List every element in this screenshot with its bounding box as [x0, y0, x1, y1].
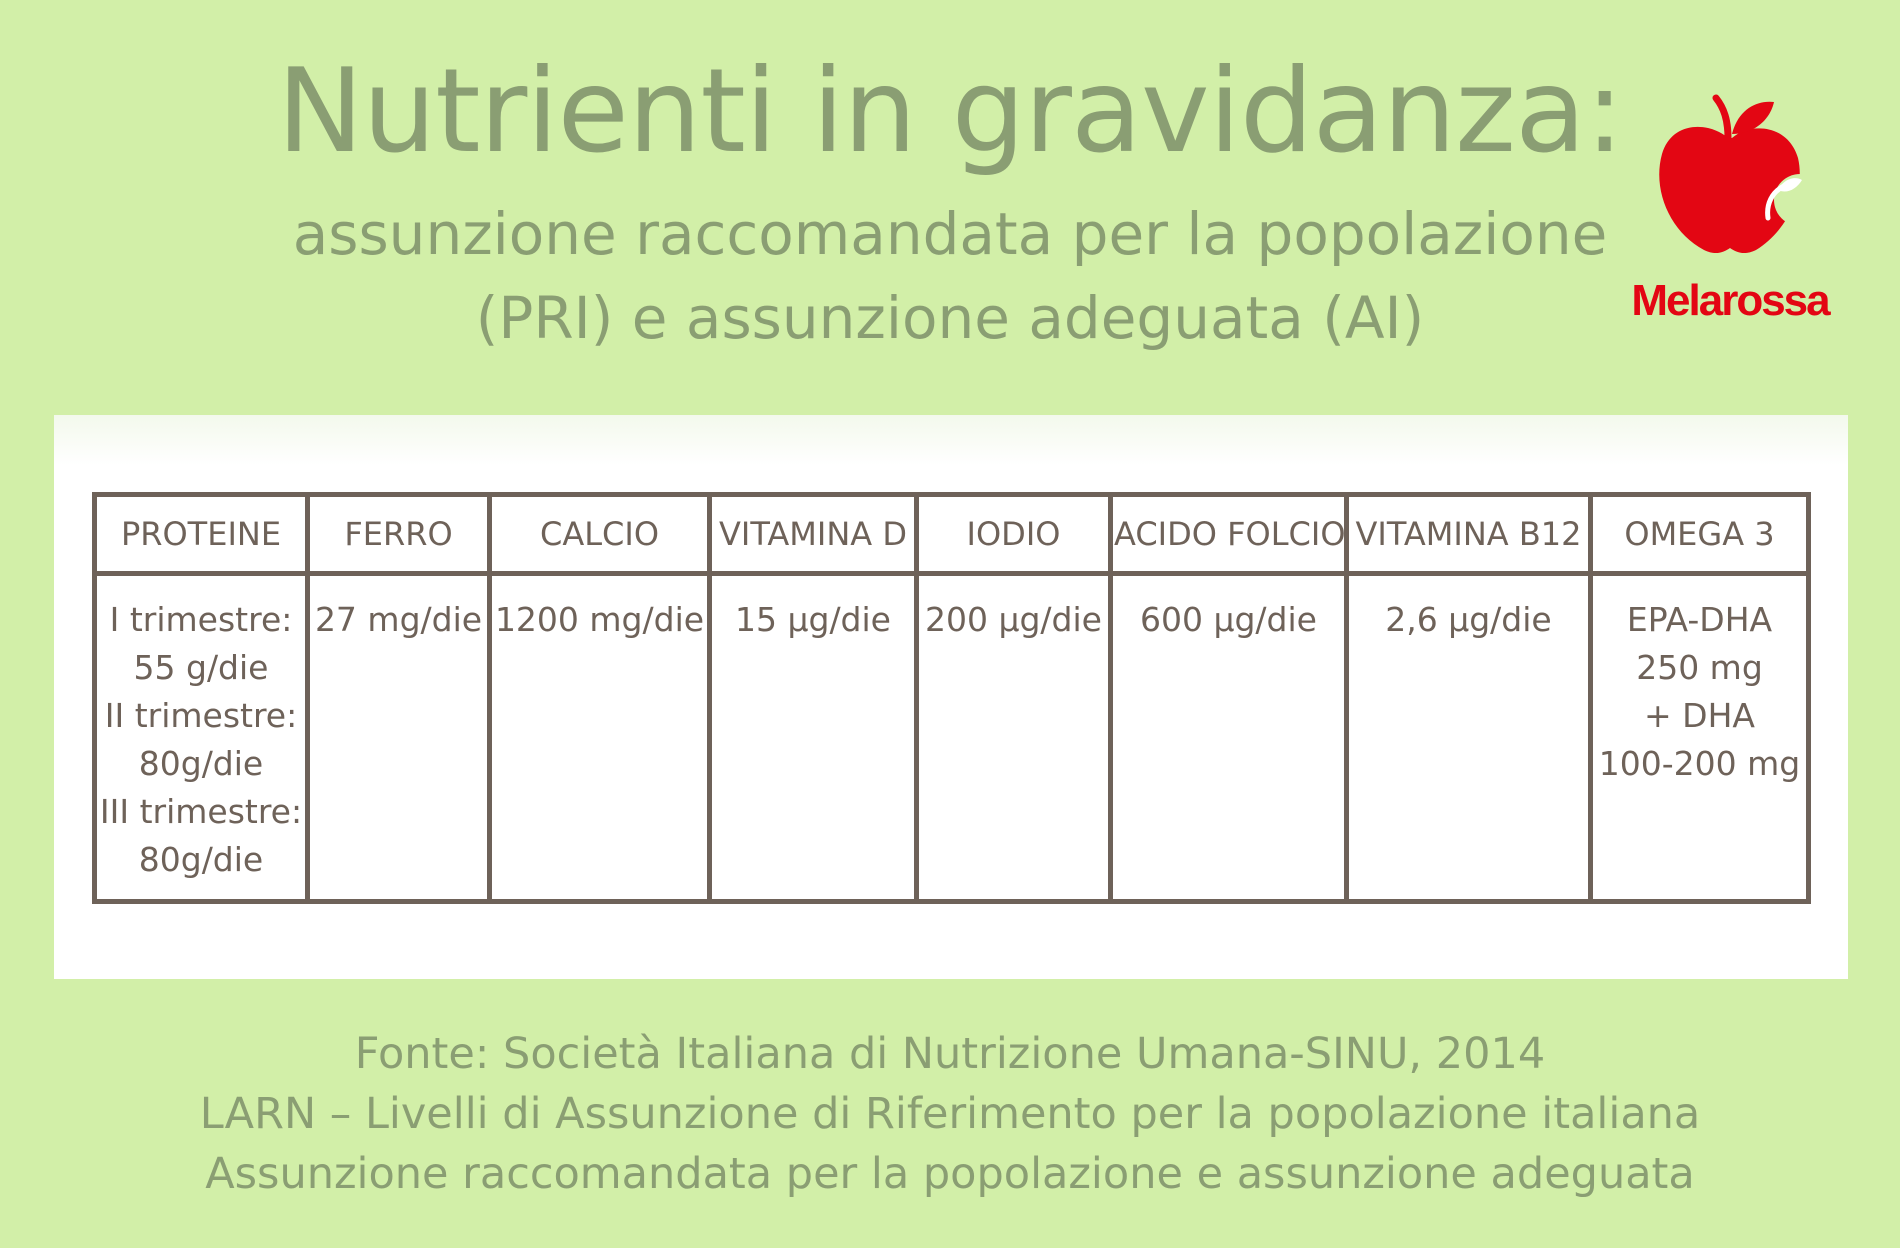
table-panel: [54, 415, 1848, 979]
column-header-iodio: IODIO: [917, 495, 1111, 574]
table-header-row: [95, 495, 1809, 574]
page-subtitle-line-2: (PRI) e assunzione adeguata (AI): [475, 284, 1425, 352]
cell-line: 80g/die: [138, 840, 264, 879]
source-line-3: Assunzione raccomandata per la popolazione e assunzione adeguata: [205, 1149, 1695, 1199]
cell-line: 55 g/die: [133, 648, 269, 687]
cell-line: 100-200 mg: [1598, 744, 1801, 783]
cell-line: 250 mg: [1636, 648, 1763, 687]
brand-name: Melarossa: [1631, 276, 1829, 325]
column-header-vitamina-b12: VITAMINA B12: [1347, 495, 1591, 574]
column-header-ferro: FERRO: [308, 495, 490, 574]
brand-logo[interactable]: [1620, 80, 1840, 330]
column-header-omega-3: OMEGA 3: [1591, 495, 1809, 574]
cell-line: 1200 mg/die: [494, 600, 705, 639]
cell-line: 200 μg/die: [925, 600, 1102, 639]
cell-line: 2,6 μg/die: [1385, 600, 1552, 639]
cell-line: II trimestre:: [104, 696, 298, 735]
cell-line: + DHA: [1644, 696, 1755, 735]
cell-line: I trimestre:: [109, 600, 293, 639]
source-line-2: LARN – Livelli di Assunzione di Riferimento per la popolazione italiana: [199, 1089, 1701, 1139]
cell-line: 15 μg/die: [735, 600, 891, 639]
cell-line: 80g/die: [138, 744, 264, 783]
cell-iodio: [917, 574, 1111, 902]
cell-vitamina-d: [710, 574, 917, 902]
cell-ferro: [308, 574, 490, 902]
cell-calcio: [490, 574, 710, 902]
cell-proteine: [95, 574, 308, 902]
source-line-1: Fonte: Società Italiana di Nutrizione Umana-SINU, 2014: [354, 1029, 1546, 1079]
page-title: Nutrienti in gravidanza:: [276, 44, 1624, 179]
page-subtitle-line-1: assunzione raccomandata per la popolazione: [292, 200, 1608, 268]
table-row: [95, 574, 1809, 902]
cell-line: 27 mg/die: [314, 600, 483, 639]
column-header-proteine: PROTEINE: [95, 495, 308, 574]
cell-line: 600 μg/die: [1140, 600, 1317, 639]
cell-vitamina-b12: [1347, 574, 1591, 902]
cell-line: III trimestre:: [99, 792, 303, 831]
cell-line: EPA-DHA: [1626, 600, 1773, 639]
column-header-calcio: CALCIO: [490, 495, 710, 574]
nutrient-table: [92, 492, 1811, 904]
cell-acido-folcio: [1111, 574, 1347, 902]
column-header-vitamina-d: VITAMINA D: [710, 495, 917, 574]
apple-icon: [1650, 80, 1810, 270]
column-header-acido-folcio: ACIDO FOLCIO: [1111, 495, 1347, 574]
cell-omega-3: [1591, 574, 1809, 902]
